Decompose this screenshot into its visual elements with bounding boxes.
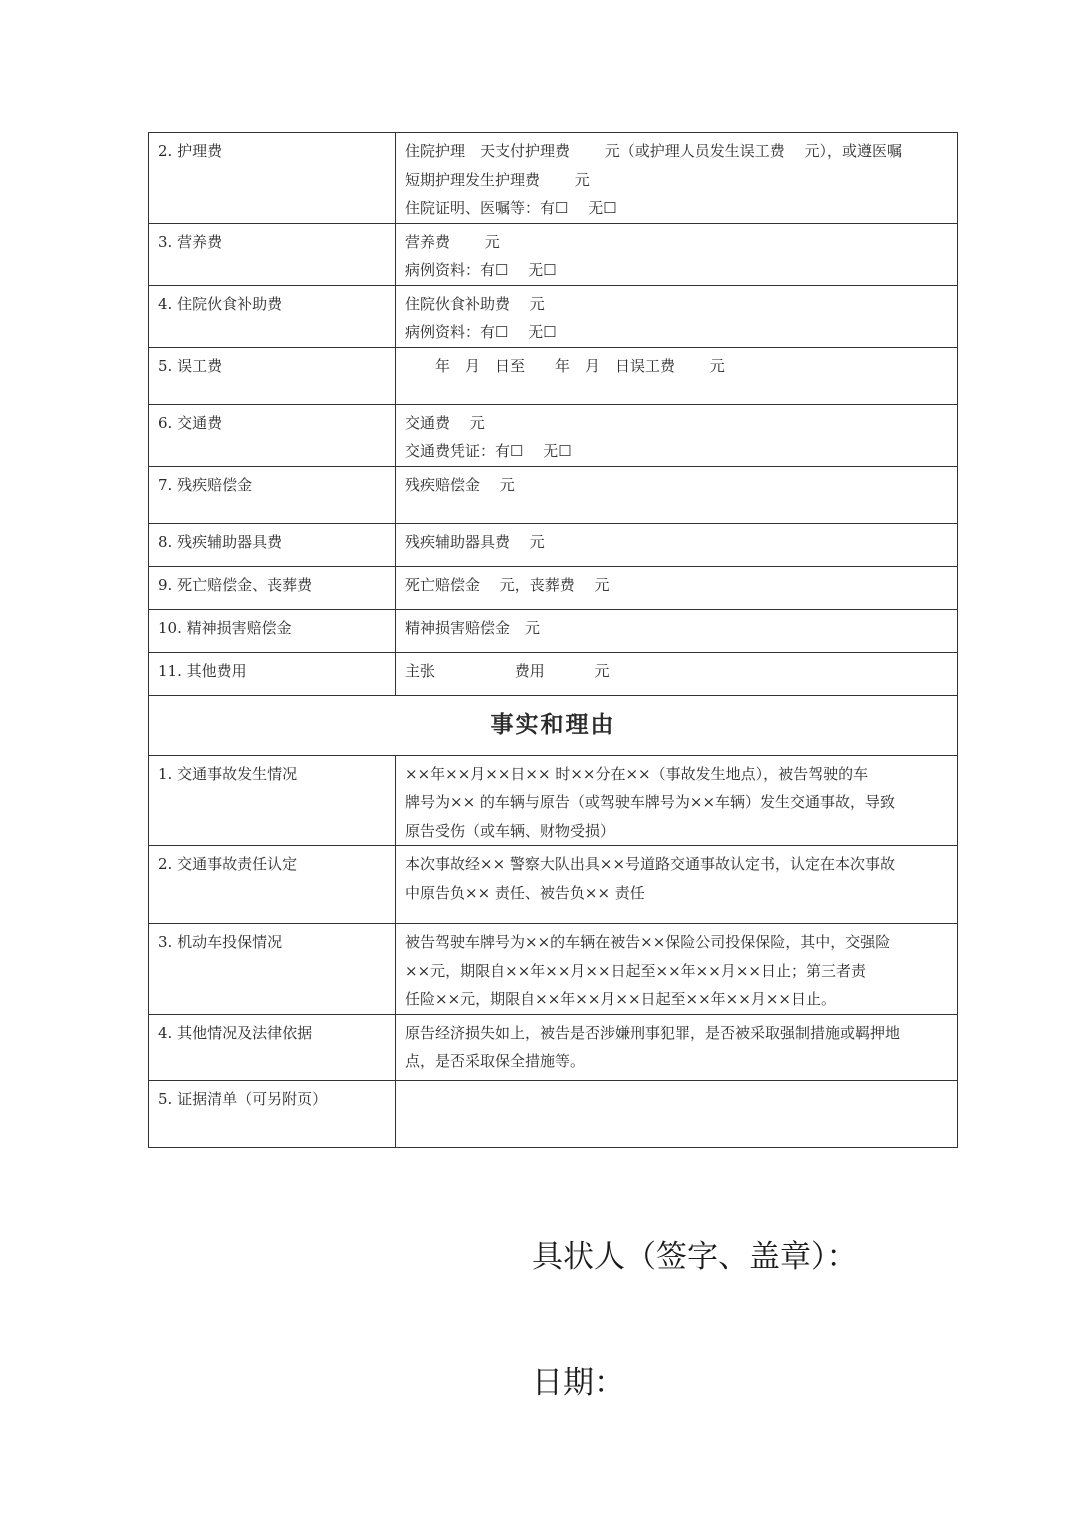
content-line: 任险××元，期限自××年××月××日起至××年××月××日止。: [405, 990, 836, 1008]
row-label: 3. 营养费: [149, 223, 396, 285]
rows_costs-row: [149, 566, 958, 609]
row-content: [396, 347, 958, 404]
row-label: 9. 死亡赔偿金、丧葬费: [149, 566, 396, 609]
rows_costs-row: [149, 404, 958, 466]
row-label: 10. 精神损害赔偿金: [149, 609, 396, 652]
content-line: 短期护理发生护理费 元: [405, 170, 590, 189]
content-line: ××元，期限自××年××月××日起至××年××月××日止；第三者责: [405, 961, 866, 980]
rows_facts-row: [149, 1014, 958, 1080]
content-line: ××年××月××日×× 时××分在××（事故发生地点），被告驾驶的车: [405, 764, 869, 783]
row-label: 4. 住院伙食补助费: [149, 285, 396, 347]
rows_facts-row: [149, 1080, 958, 1147]
rows_costs-row: [149, 133, 958, 224]
row-label: 3. 机动车投保情况: [149, 924, 396, 1015]
row-content: [396, 523, 958, 566]
row-content: [396, 404, 958, 466]
row-content: [396, 1080, 958, 1147]
content-line: 营养费 元: [405, 232, 500, 251]
content-line: 主张 费用 元: [405, 661, 610, 680]
section-row: [149, 695, 958, 755]
date-label: 日期：: [532, 1365, 625, 1401]
row-content: [396, 133, 958, 224]
signer-label: 具状人（签字、盖章）：: [532, 1239, 858, 1275]
content-line: 原告经济损失如上，被告是否涉嫌刑事犯罪，是否被采取强制措施或羁押地: [405, 1023, 901, 1042]
rows_costs-row: [149, 523, 958, 566]
content-line: 残疾赔偿金 元: [405, 475, 515, 494]
row-content: [396, 223, 958, 285]
row-label: 1. 交通事故发生情况: [149, 755, 396, 846]
rows_costs-row: [149, 223, 958, 285]
section-title: 事实和理由: [149, 695, 958, 755]
content-line: 牌号为×× 的车辆与原告（或驾驶车牌号为××车辆）发生交通事故，导致: [405, 793, 896, 811]
content-line: 交通费凭证：有☐ 无☐: [405, 442, 572, 460]
rows_facts-row: [149, 755, 958, 846]
claim-form-table: [148, 132, 958, 1148]
row-label: 2. 交通事故责任认定: [149, 846, 396, 924]
content-line: 被告驾驶车牌号为××的车辆在被告××保险公司投保保险，其中，交强险: [405, 933, 891, 951]
row-label: 6. 交通费: [149, 404, 396, 466]
content-line: 病例资料：有☐ 无☐: [405, 323, 557, 341]
rows_costs-row: [149, 609, 958, 652]
row-label: 11. 其他费用: [149, 652, 396, 695]
rows_facts-row: [149, 924, 958, 1015]
signature-block: [532, 1152, 858, 1488]
rows_costs-row: [149, 466, 958, 523]
content-line: 原告受伤（或车辆、财物受损）: [405, 821, 616, 840]
row-label: 7. 残疾赔偿金: [149, 466, 396, 523]
content-line: 本次事故经×× 警察大队出具××号道路交通事故认定书，认定在本次事故: [405, 855, 896, 873]
content-line: 住院伙食补助费 元: [405, 294, 545, 313]
row-label: 8. 残疾辅助器具费: [149, 523, 396, 566]
rows_facts-row: [149, 846, 958, 924]
content-line: 精神损害赔偿金 元: [405, 618, 541, 637]
row-label: 4. 其他情况及法律依据: [149, 1014, 396, 1080]
rows_costs-row: [149, 347, 958, 404]
row-content: [396, 1014, 958, 1080]
content-line: 残疾辅助器具费 元: [405, 532, 545, 551]
row-content: [396, 924, 958, 1015]
rows_costs-row: [149, 285, 958, 347]
rows_costs-row: [149, 652, 958, 695]
content-line: 点，是否采取保全措施等。: [405, 1052, 586, 1070]
row-label: 2. 护理费: [149, 133, 396, 224]
content-line: 住院证明、医嘱等：有☐ 无☐: [405, 199, 617, 217]
row-content: [396, 566, 958, 609]
content-line: 病例资料：有☐ 无☐: [405, 261, 557, 279]
row-content: [396, 466, 958, 523]
row-label: 5. 误工费: [149, 347, 396, 404]
content-line: 住院护理 天支付护理费 元（或护理人员发生误工费 元），或遵医嘱: [405, 142, 903, 160]
row-content: [396, 609, 958, 652]
claim-form-body: [149, 133, 958, 1148]
content-line: 交通费 元: [405, 413, 485, 432]
row-content: [396, 652, 958, 695]
content-line: 死亡赔偿金 元，丧葬费 元: [405, 575, 610, 594]
content-line: 中原告负×× 责任、被告负×× 责任: [405, 883, 645, 902]
row-content: [396, 285, 958, 347]
row-label: 5. 证据清单（可另附页）: [149, 1080, 396, 1147]
row-content: [396, 846, 958, 924]
row-content: [396, 755, 958, 846]
content-line: 年 月 日至 年 月 日误工费 元: [405, 356, 725, 375]
